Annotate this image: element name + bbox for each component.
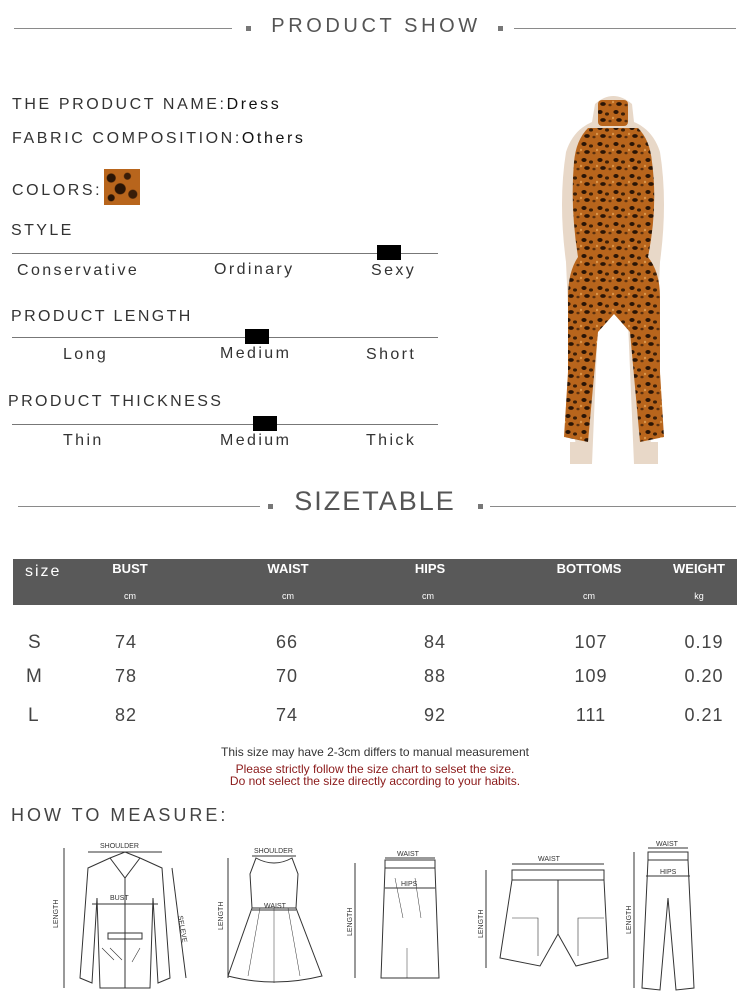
thickness-label: PRODUCT THICKNESS (8, 393, 224, 410)
weight-header: WEIGHT (673, 561, 725, 576)
table-cell: 107 (574, 632, 608, 652)
hips-label-pants: HIPS (660, 869, 677, 876)
length-label-skirt: LENGTH (347, 907, 354, 936)
style-option-ordinary: Ordinary (214, 261, 295, 278)
table-cell: 70 (275, 666, 299, 686)
dress-measure-sketch (218, 838, 330, 998)
fabric-label: FABRIC COMPOSITION: (12, 130, 242, 147)
length-label-dress: LENGTH (218, 901, 225, 930)
style-scale-line (12, 253, 438, 254)
measurement-note: This size may have 2-3cm differs to manual measurement (221, 745, 529, 759)
shorts-measure-sketch (478, 838, 618, 998)
header-rule-left (14, 28, 232, 29)
product-show-title: PRODUCT SHOW (271, 15, 481, 37)
waist-header: WAIST (267, 561, 309, 576)
sizetable-dot-right (478, 504, 483, 509)
table-cell: 92 (423, 705, 447, 725)
table-cell: 66 (275, 632, 299, 652)
table-cell: 0.19 (684, 632, 724, 652)
thickness-option-medium: Medium (220, 432, 292, 449)
skirt-measure-sketch (345, 838, 445, 998)
waist-label-pants: WAIST (656, 841, 678, 848)
length-scale-marker (245, 329, 269, 344)
size-warning-1: Please strictly follow the size chart to selset the size. (235, 762, 515, 776)
size-column-header: size (25, 563, 62, 580)
length-scale-line (12, 337, 438, 338)
table-cell: 74 (114, 632, 138, 652)
weight-unit: kg (694, 591, 704, 601)
waist-label-shorts: WAIST (538, 856, 560, 863)
waist-label-dress: WAIST (264, 903, 286, 910)
length-label-pants: LENGTH (626, 905, 633, 934)
bust-label: BUST (110, 895, 129, 902)
pants-measure-sketch (626, 838, 726, 998)
header-dot-right (498, 26, 503, 31)
shoulder-label: SHOULDER (100, 843, 139, 850)
table-cell: 111 (575, 705, 607, 725)
table-cell: 82 (114, 705, 138, 725)
product-name-row (12, 96, 281, 114)
table-cell: 0.20 (684, 666, 724, 686)
waist-unit: cm (282, 591, 294, 601)
thickness-option-thin: Thin (63, 432, 104, 449)
size-l: L (28, 705, 39, 726)
sizetable-title: SIZETABLE (294, 486, 456, 516)
shoulder-label-dress: SHOULDER (254, 848, 293, 855)
size-table-header (13, 559, 737, 605)
style-label: STYLE (11, 222, 74, 239)
bottoms-header: BOTTOMS (556, 561, 622, 576)
length-option-medium: Medium (220, 345, 292, 362)
how-to-measure-title: HOW TO MEASURE: (11, 805, 229, 825)
waist-label-skirt: WAIST (397, 851, 419, 858)
header-dot-left (246, 26, 251, 31)
bust-header: BUST (112, 561, 148, 576)
table-cell: 74 (275, 705, 299, 725)
header-rule-right (514, 28, 736, 29)
thickness-option-thick: Thick (366, 432, 417, 449)
table-cell: 109 (574, 666, 608, 686)
style-option-conservative: Conservative (17, 262, 140, 279)
product-name-value: Dress (226, 96, 282, 113)
length-label-shorts: LENGTH (478, 909, 485, 938)
length-option-long: Long (63, 346, 109, 363)
size-m: M (26, 666, 42, 687)
size-s: S (28, 632, 41, 653)
colors-label: COLORS: (12, 182, 103, 199)
hips-label-skirt: HIPS (401, 881, 418, 888)
style-option-sexy: Sexy (371, 262, 417, 279)
product-image-jumpsuit[interactable] (548, 92, 678, 472)
length-label: PRODUCT LENGTH (11, 308, 193, 325)
sleeve-label: SELEVE (176, 915, 188, 944)
style-scale-marker (377, 245, 401, 260)
product-name-label: THE PRODUCT NAME: (12, 96, 227, 113)
thickness-scale-marker (253, 416, 277, 431)
jacket-measure-sketch (50, 838, 200, 998)
sizetable-rule-left (18, 506, 260, 507)
leopard-color-swatch[interactable] (104, 169, 140, 205)
thickness-scale-line (12, 424, 438, 425)
hips-header: HIPS (414, 561, 446, 576)
table-cell: 0.21 (684, 705, 724, 725)
fabric-row (12, 130, 306, 148)
sizetable-dot-left (268, 504, 273, 509)
length-label-jacket: LENGTH (53, 899, 60, 928)
table-cell: 78 (114, 666, 138, 686)
bottoms-unit: cm (583, 591, 595, 601)
table-cell: 84 (423, 632, 447, 652)
length-option-short: Short (366, 346, 417, 363)
hips-unit: cm (422, 591, 434, 601)
bust-unit: cm (124, 591, 136, 601)
fabric-value: Others (241, 130, 306, 147)
sizetable-rule-right (490, 506, 736, 507)
table-cell: 88 (423, 666, 447, 686)
size-warning-2: Do not select the size directly according to your habits. (229, 774, 521, 788)
